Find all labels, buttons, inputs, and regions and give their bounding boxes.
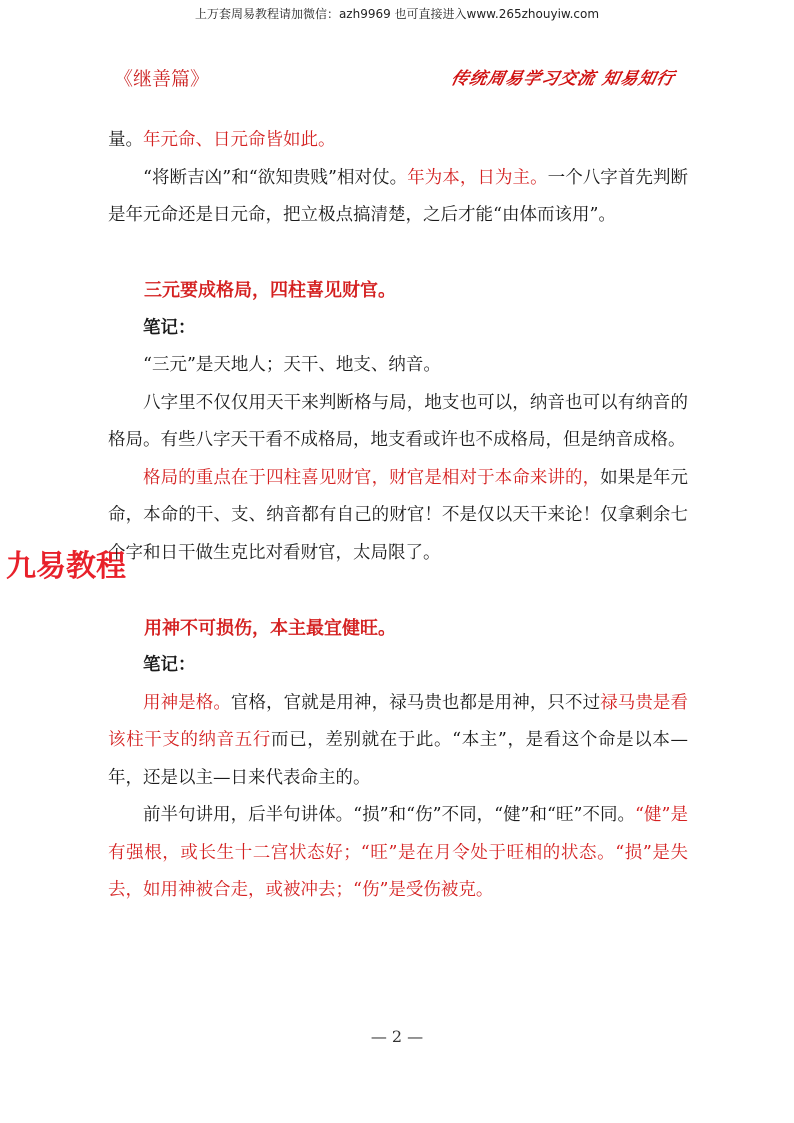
text: 如果是年元命，本命的干、支、纳音都有自己的财官！不是仅以天干来论！仅拿剩余七个字和日干做生克比对看财官，太局限了。 bbox=[108, 467, 689, 563]
paragraph-4: 八字里不仅仅用天干来判断格与局，地支也可以，纳音也可以有纳音的格局。有些八字天干看不成格局，地支看或许也不成格局，但是纳音成格。 bbox=[108, 392, 688, 450]
highlight-text: 年为本，日为主。 bbox=[407, 167, 548, 188]
page-content bbox=[108, 122, 688, 910]
text: “将断吉凶”和“欲知贵贱”相对仗。 bbox=[143, 167, 408, 188]
paragraph-6 bbox=[108, 685, 688, 798]
note-label-2: 笔记： bbox=[143, 655, 196, 675]
text: 官格，官就是用神，禄马贵也都是用神，只不过 bbox=[230, 692, 601, 713]
section-heading-2: 用神不可损伤，本主最宜健旺。 bbox=[144, 617, 396, 639]
highlight-text: 用神是格。 bbox=[143, 692, 231, 713]
page-number: — 2 — bbox=[370, 1027, 424, 1046]
text: 量。 bbox=[108, 130, 143, 150]
document-title: 《继善篇》 bbox=[114, 68, 210, 90]
highlight-text: 格局的重点在于四柱喜见财官，财官是相对于本命来讲的， bbox=[143, 467, 601, 488]
watermark: 九易教程 bbox=[6, 549, 126, 584]
paragraph-5 bbox=[108, 460, 688, 573]
text: 而已，差别就在于此。“本主”，是看这个命是以本—年，还是以主—日来代表命主的。 bbox=[108, 730, 688, 788]
paragraph-7 bbox=[108, 797, 688, 910]
paragraph-2 bbox=[108, 160, 688, 235]
highlight-text: 年元命、日元命皆如此。 bbox=[143, 130, 336, 150]
highlight-text: “健”是有强根，或长生十二宫状态好；“旺”是在月令处于旺相的状态。“损”是失去，如用神被合走，或被冲去；“伤”是受伤被克。 bbox=[108, 805, 688, 900]
text: 一个八字首先判断是年元命还是日元命，把立极点搞清楚，之后才能“由体而该用”。 bbox=[108, 167, 689, 225]
top-banner: 上万套周易教程请加微信：azh9969 也可直接进入www.265zhouyiw.com bbox=[194, 7, 600, 21]
section-heading-1: 三元要成格局，四柱喜见财官。 bbox=[144, 280, 396, 301]
calligraphy-slogan: 传统周易学习交流 知易知行 bbox=[449, 69, 677, 89]
paragraph-3: “三元”是天地人；天干、地支、纳音。 bbox=[143, 355, 441, 375]
highlight-text: 禄马贵是看该柱干支的纳音五行 bbox=[108, 692, 689, 750]
paragraph-1 bbox=[108, 122, 688, 160]
text: 前半句讲用，后半句讲体。“损”和“伤”不同，“健”和“旺”不同。 bbox=[143, 805, 636, 825]
note-label-1: 笔记： bbox=[143, 317, 196, 338]
